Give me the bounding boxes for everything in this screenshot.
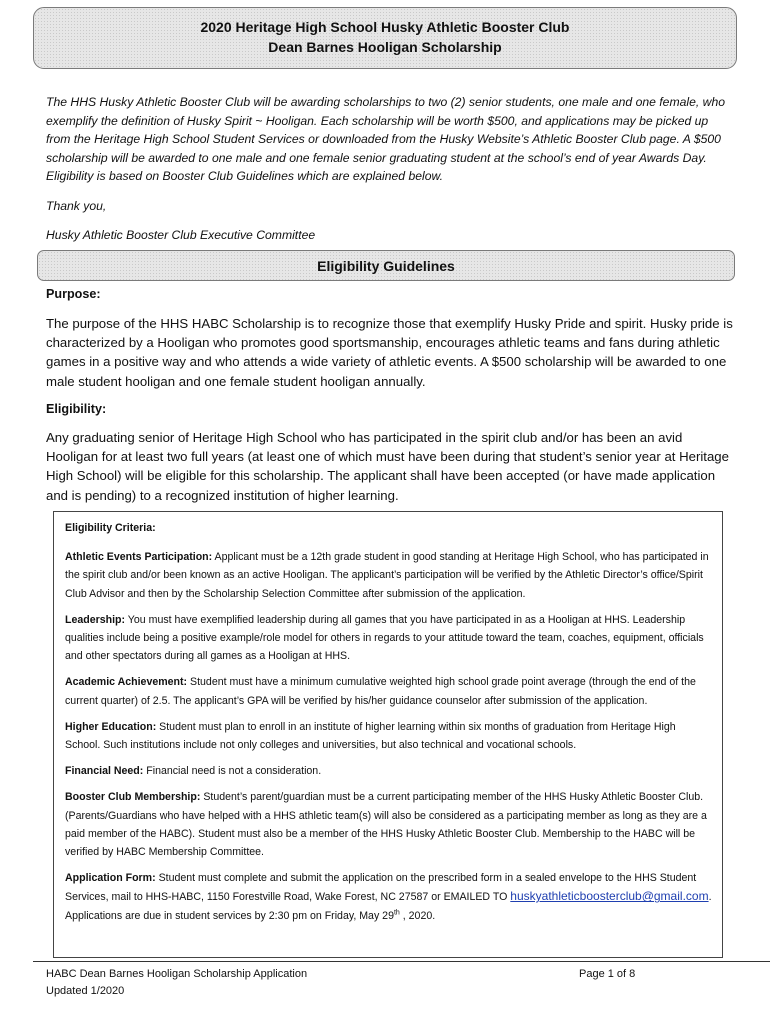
footer-page-number: Page 1 of 8 <box>579 968 636 980</box>
intro-paragraph: The HHS Husky Athletic Booster Club will be awarding scholarships to two (2) senior students, one male and one female, who exemplify the definition of Husky Spirit ~ Hooligan. Each scholarship will be worth $500, and applications may be picked up from the Heritage High School Student Services or downloaded from the Husky Website’s Athletic Booster Club page. A $500 scholarship will be awarded to one male and one female senior graduating student at the school’s end of year Awards Day. Eligibility is based on Booster Club Guidelines which are explained below. <box>46 95 725 184</box>
criteria-item <box>65 788 712 861</box>
criteria-label: Booster Club Membership: <box>65 791 201 804</box>
deadline-year: , 2020. <box>399 909 436 922</box>
criteria-title: Eligibility Criteria: <box>65 522 156 534</box>
criteria-item <box>65 548 712 603</box>
criteria-item <box>65 611 712 666</box>
criteria-item <box>65 673 712 709</box>
purpose-heading: Purpose: <box>46 287 101 301</box>
footer-left <box>46 966 307 1000</box>
footer-doc-title: HABC Dean Barnes Hooligan Scholarship Application <box>46 968 308 980</box>
eligibility-guidelines-banner <box>37 250 735 281</box>
eligibility-criteria-box <box>53 511 723 958</box>
intro-thanks: Thank you, <box>46 199 107 213</box>
criteria-item <box>65 762 712 780</box>
footer-divider <box>33 961 770 962</box>
criteria-text: Student must plan to enroll in an institute of higher learning within six months of graduation from Heritage High School. Such institutions include not only colleges and universities, but also technical and vocational schools. <box>65 720 676 752</box>
criteria-text: Financial need is not a consideration. <box>143 765 322 778</box>
criteria-text: Student must have a minimum cumulative weighted high school grade point average (through the end of the current quarter) of 2.5. The applicant’s GPA will be verified by his/her guidance counselor after submission of the application. <box>65 676 696 707</box>
footer-updated: Updated 1/2020 <box>46 985 125 997</box>
title-line-2: Dean Barnes Hooligan Scholarship <box>268 39 502 55</box>
purpose-text: The purpose of the HHS HABC Scholarship is to recognize those that exemplify Husky Pride and spirit. Husky pride is characterized by a Hooligan who promotes good sportsmanship, encourages athletic teams and fans during athletic games in a positive way and who attends a wide variety of athletic events. A $500 scholarship will be awarded to one male student hooligan and one female student hooligan annually. <box>46 316 733 389</box>
criteria-label: Leadership: <box>65 613 126 626</box>
criteria-text: Applicant must be a 12th grade student in good standing at Heritage High School, who has participated in the spirit club and/or been known as an active Hooligan. The applicant’s participation will be verified by the Athletic Director’s office/Spirit Club Advisor and then by the Scholarship Selection Committee after submission of the application. <box>65 551 709 600</box>
application-form-item <box>65 869 712 925</box>
application-deadline-text: . Applications are due in student services by 2:30 pm on Friday, May 29 <box>65 891 712 922</box>
criteria-label: Higher Education: <box>65 720 157 733</box>
title-line-1: 2020 Heritage High School Husky Athletic Booster Club <box>200 19 570 35</box>
criteria-label: Athletic Events Participation: <box>65 551 213 564</box>
criteria-item <box>65 718 712 754</box>
date-suffix: th <box>393 909 400 917</box>
eligibility-heading: Eligibility: <box>46 402 107 416</box>
application-text: Student must complete and submit the application on the prescribed form in a sealed envelope to the HHS Student Services, mail to HHS-HABC, 1150 Forestville Road, Wake Forest, NC 27587 or EMAILED TO <box>65 872 697 904</box>
document-title-banner <box>33 7 737 69</box>
section-title: Eligibility Guidelines <box>317 258 455 274</box>
criteria-text: You must have exemplified leadership during all games that you have participated in as a Hooligan at HHS. Leadership qualities include being a positive example/role model for others in regards to your attitude toward the team, coaches, equipment, officials and other spectators during all games as a Hooligan at HHS. <box>65 613 704 663</box>
intro-signature: Husky Athletic Booster Club Executive Committee <box>46 228 316 242</box>
criteria-label: Academic Achievement: <box>65 676 188 689</box>
criteria-label: Financial Need: <box>65 765 144 778</box>
criteria-label: Application Form: <box>65 872 156 885</box>
email-link[interactable]: huskyathleticboosterclub@gmail.com <box>510 889 709 904</box>
eligibility-text: Any graduating senior of Heritage High School who has participated in the spirit club and/or has been an avid Hooligan for at least two full years (at least one of which must have been during that student’s senior year at Heritage High School) will be eligible for this scholarship. The applicant shall have been accepted (or have made application and is pending) to a recognized institution of higher learning. <box>46 430 729 503</box>
criteria-text: Student’s parent/guardian must be a current participating member of the HHS Husky Athletic Booster Club. (Parents/Guardians who have helped with a HHS athletic team(s) will also be considered as a participating member as long as they are a paid member of the HABC). Student must also be a member of the HHS Husky Athletic Booster Club. Membership to the HABC will be verified by HABC Membership Committee. <box>65 791 707 859</box>
